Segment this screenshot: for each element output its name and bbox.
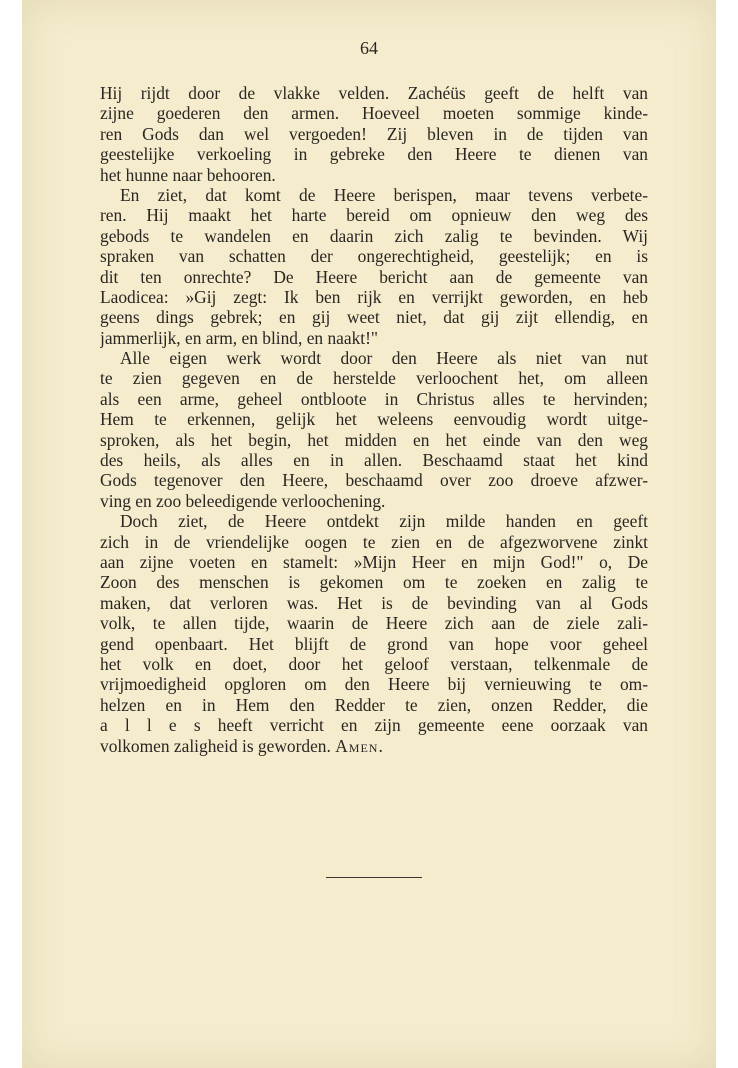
text-line: volk, te allen tijde, waarin de Heere zich aan de ziele zali- <box>100 613 648 634</box>
end-rule <box>326 877 422 878</box>
text-line: spraken van schatten der ongerechtigheid, geestelijk; en is <box>100 246 648 267</box>
text-line: Zoon des menschen is gekomen om te zoeken en zalig te <box>100 572 648 593</box>
text-line-final <box>100 736 648 756</box>
text-line: maken, dat verloren was. Het is de bevinding van al Gods <box>100 592 648 613</box>
text-line: a l l e s heeft verricht en zijn gemeente eene oorzaak van <box>100 715 648 736</box>
text-line: vrijmoedigheid opgloren om den Heere bij vernieuwing te om- <box>100 674 648 695</box>
text-line: zich in de vriendelijke oogen te zien en de afgezworvene zinkt <box>100 531 648 552</box>
text-line: het hunne naar behooren. <box>100 164 276 185</box>
final-line-text: volkomen zaligheid is geworden. <box>100 735 331 756</box>
text-line: Gods tegenover den Heere, beschaamd over zoo droeve afzwer- <box>100 470 648 491</box>
amen-text: Amen. <box>335 735 384 756</box>
page-number: 64 <box>360 38 378 58</box>
book-page <box>22 0 716 1068</box>
text-line: helzen en in Hem den Redder te zien, onzen Redder, die <box>100 694 648 715</box>
text-line: Doch ziet, de Heere ontdekt zijn milde handen en geeft <box>120 511 648 532</box>
text-line: sproken, als het begin, het midden en het einde van den weg <box>100 429 648 450</box>
text-line: En ziet, dat komt de Heere berispen, maar tevens verbete- <box>120 184 648 205</box>
text-line: jammerlijk, en arm, en blind, en naakt!" <box>100 327 379 348</box>
text-line: gebods te wandelen en daarin zich zalig te bevinden. Wij <box>100 225 648 246</box>
text-line: dit ten onrechte? De Heere bericht aan de gemeente van <box>100 266 648 287</box>
text-line: Alle eigen werk wordt door den Heere als niet van nut <box>120 348 648 369</box>
text-line: geestelijke verkoeling in gebreke den Heere te dienen van <box>100 144 648 165</box>
text-line: aan zijne voeten en stamelt: »Mijn Heer en mijn God!" o, De <box>100 551 648 572</box>
text-line: Laodicea: »Gij zegt: Ik ben rijk en verrijkt geworden, en heb <box>100 286 648 307</box>
text-line: het volk en doet, door het geloof verstaan, telkenmale de <box>100 653 648 674</box>
text-line: te zien gegeven en de herstelde verloochent het, om alleen <box>100 368 648 389</box>
text-line: geens dings gebrek; en gij weet niet, dat gij zijt ellendig, en <box>100 307 648 328</box>
text-line: Hij rijdt door de vlakke velden. Zachéüs geeft de helft van <box>100 83 648 103</box>
text-line: ren Gods dan wel vergoeden! Zij bleven in de tijden van <box>100 123 648 144</box>
text-line: des heils, als alles en in allen. Beschaamd staat het kind <box>100 450 648 471</box>
text-line: ren. Hij maakt het harte bereid om opnieuw den weg des <box>100 205 648 226</box>
text-line: zijne goederen den armen. Hoeveel moeten sommige kinde- <box>100 103 648 124</box>
text-line: ving en zoo beleedigende verloochening. <box>100 490 386 511</box>
text-line: gend openbaart. Het blijft de grond van hope voor geheel <box>100 633 648 654</box>
text-line: Hem te erkennen, gelijk het weleens eenvoudig wordt uitge- <box>100 409 648 430</box>
body-text <box>100 83 648 756</box>
text-line: als een arme, geheel ontbloote in Christus alles te hervinden; <box>100 388 648 409</box>
